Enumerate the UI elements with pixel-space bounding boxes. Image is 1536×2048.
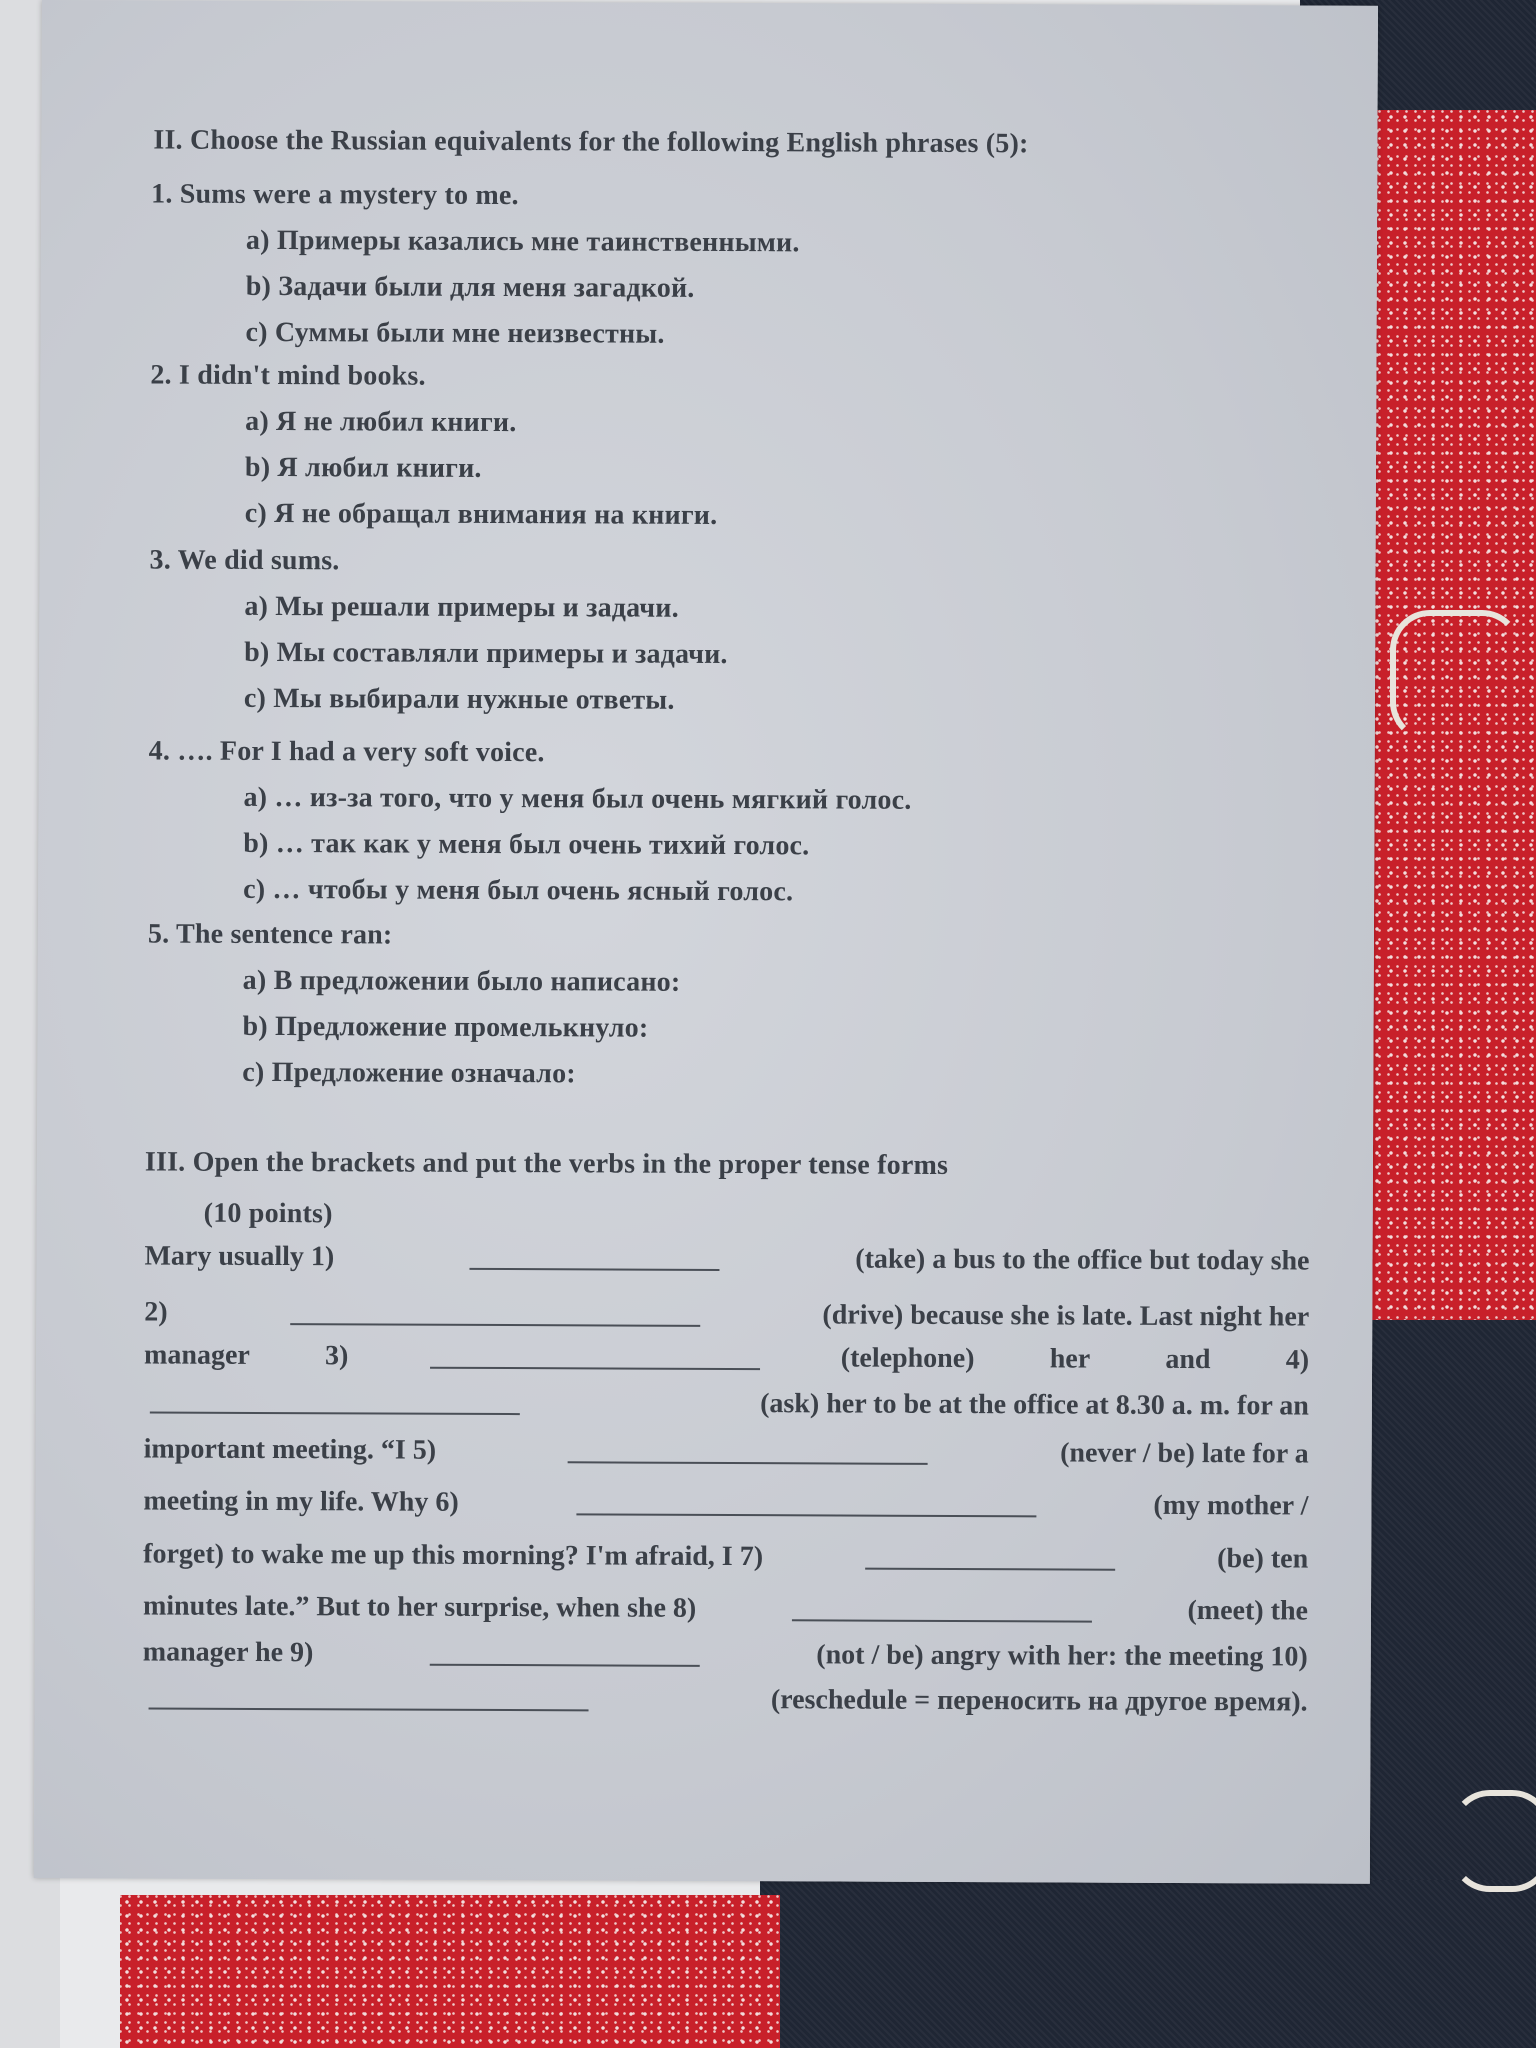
answer-option: c) Я не обращал внимания на книги. — [244, 497, 718, 531]
paragraph-text: minutes late.” But to her surprise, when she 8) — [142, 1590, 697, 1624]
paragraph-text: (not / be) angry with her: the meeting 10) — [816, 1639, 1308, 1673]
answer-option: a) Примеры казались мне таинственными. — [245, 224, 800, 259]
answer-option: a) В предложении было написано: — [242, 964, 681, 998]
paragraph-text: Mary usually 1) — [144, 1240, 335, 1273]
paragraph-line — [143, 1636, 1308, 1673]
cord — [1390, 610, 1522, 742]
red-fabric-background-bottom — [120, 1895, 780, 2048]
question: 3. We did sums. — [149, 544, 340, 577]
paragraph-line — [144, 1240, 1309, 1277]
answer-blank[interactable] — [470, 1267, 720, 1271]
paragraph-text: (ask) her to be at the office at 8.30 a. m. for an — [760, 1388, 1309, 1422]
paragraph-line — [144, 1339, 1309, 1376]
paragraph-text: her — [1049, 1343, 1091, 1375]
section-points: (10 points) — [203, 1197, 333, 1230]
answer-blank[interactable] — [150, 1410, 520, 1415]
answer-option: b) … так как у меня был очень тихий голос. — [243, 827, 810, 862]
paragraph-text: (be) ten — [1217, 1543, 1309, 1575]
paragraph-text: 4) — [1285, 1344, 1310, 1376]
answer-option: a) Мы решали примеры и задачи. — [244, 590, 679, 624]
paragraph-line — [143, 1538, 1308, 1575]
paragraph-line — [143, 1590, 1308, 1627]
question: 1. Sums were a mystery to me. — [151, 178, 519, 212]
answer-option: a) … из-за того, что у меня был очень мягкий голос. — [243, 781, 912, 816]
paragraph-text: (telephone) — [840, 1342, 975, 1375]
paragraph-text: (reschedule = переносить на другое время). — [770, 1684, 1308, 1718]
paragraph-line — [143, 1485, 1308, 1522]
answer-option: b) Предложение промелькнуло: — [242, 1010, 649, 1044]
section-2 — [42, 0, 1378, 1230]
paragraph-text: (meet) the — [1187, 1595, 1309, 1627]
section-title: III. Open the brackets and put the verbs in the proper tense forms — [144, 1146, 949, 1181]
answer-blank[interactable] — [149, 1706, 589, 1711]
answer-option: c) Предложение означало: — [242, 1056, 576, 1090]
paragraph-line — [144, 1296, 1309, 1333]
paragraph-text: and — [1165, 1343, 1211, 1376]
answer-option: a) Я не любил книги. — [245, 405, 517, 439]
paragraph-text: (drive) because she is late. Last night her — [822, 1299, 1310, 1333]
paragraph-text: forget) to wake me up this morning? I'm afraid, I 7) — [143, 1538, 764, 1573]
paragraph-text: manager he 9) — [142, 1636, 314, 1669]
denim-background-bottom — [760, 1880, 1536, 2048]
answer-blank[interactable] — [430, 1366, 760, 1370]
answer-option: c) Мы выбирали нужные ответы. — [243, 682, 675, 716]
paragraph-text: (my mother / — [1153, 1489, 1309, 1522]
answer-option: b) Я любил книги. — [244, 451, 482, 484]
answer-blank[interactable] — [430, 1663, 700, 1667]
answer-option: c) Суммы были мне неизвестны. — [245, 316, 665, 350]
question: 5. The sentence ran: — [147, 918, 393, 951]
answer-blank[interactable] — [576, 1512, 1036, 1517]
answer-blank[interactable] — [865, 1567, 1115, 1571]
worksheet-paper — [34, 0, 1378, 1884]
paragraph-text: 2) — [144, 1296, 168, 1328]
fill-in-paragraph — [142, 1240, 1310, 1718]
answer-blank[interactable] — [290, 1322, 700, 1327]
paragraph-text: (never / be) late for a — [1060, 1437, 1309, 1470]
paragraph-line — [144, 1385, 1309, 1422]
answer-blank[interactable] — [792, 1618, 1092, 1622]
paragraph-text: 3) — [324, 1340, 349, 1372]
section-title: II. Choose the Russian equivalents for the following English phrases (5): — [153, 124, 1029, 160]
paragraph-text: (take) a bus to the office but today she — [855, 1243, 1310, 1277]
cord — [1450, 1790, 1536, 1892]
answer-option: b) Задачи были для меня загадкой. — [245, 270, 695, 304]
paragraph-line — [144, 1433, 1309, 1470]
answer-option: c) … чтобы у меня был очень ясный голос. — [243, 873, 794, 908]
answer-blank[interactable] — [568, 1460, 928, 1465]
paragraph-line — [143, 1681, 1308, 1718]
answer-option: b) Мы составляли примеры и задачи. — [244, 636, 728, 670]
question: 4. …. For I had a very soft voice. — [148, 735, 545, 769]
question: 2. I didn't mind books. — [150, 359, 426, 392]
paragraph-text: important meeting. “I 5) — [143, 1433, 437, 1466]
paragraph-text: manager — [144, 1339, 250, 1371]
paragraph-text: meeting in my life. Why 6) — [143, 1485, 459, 1518]
